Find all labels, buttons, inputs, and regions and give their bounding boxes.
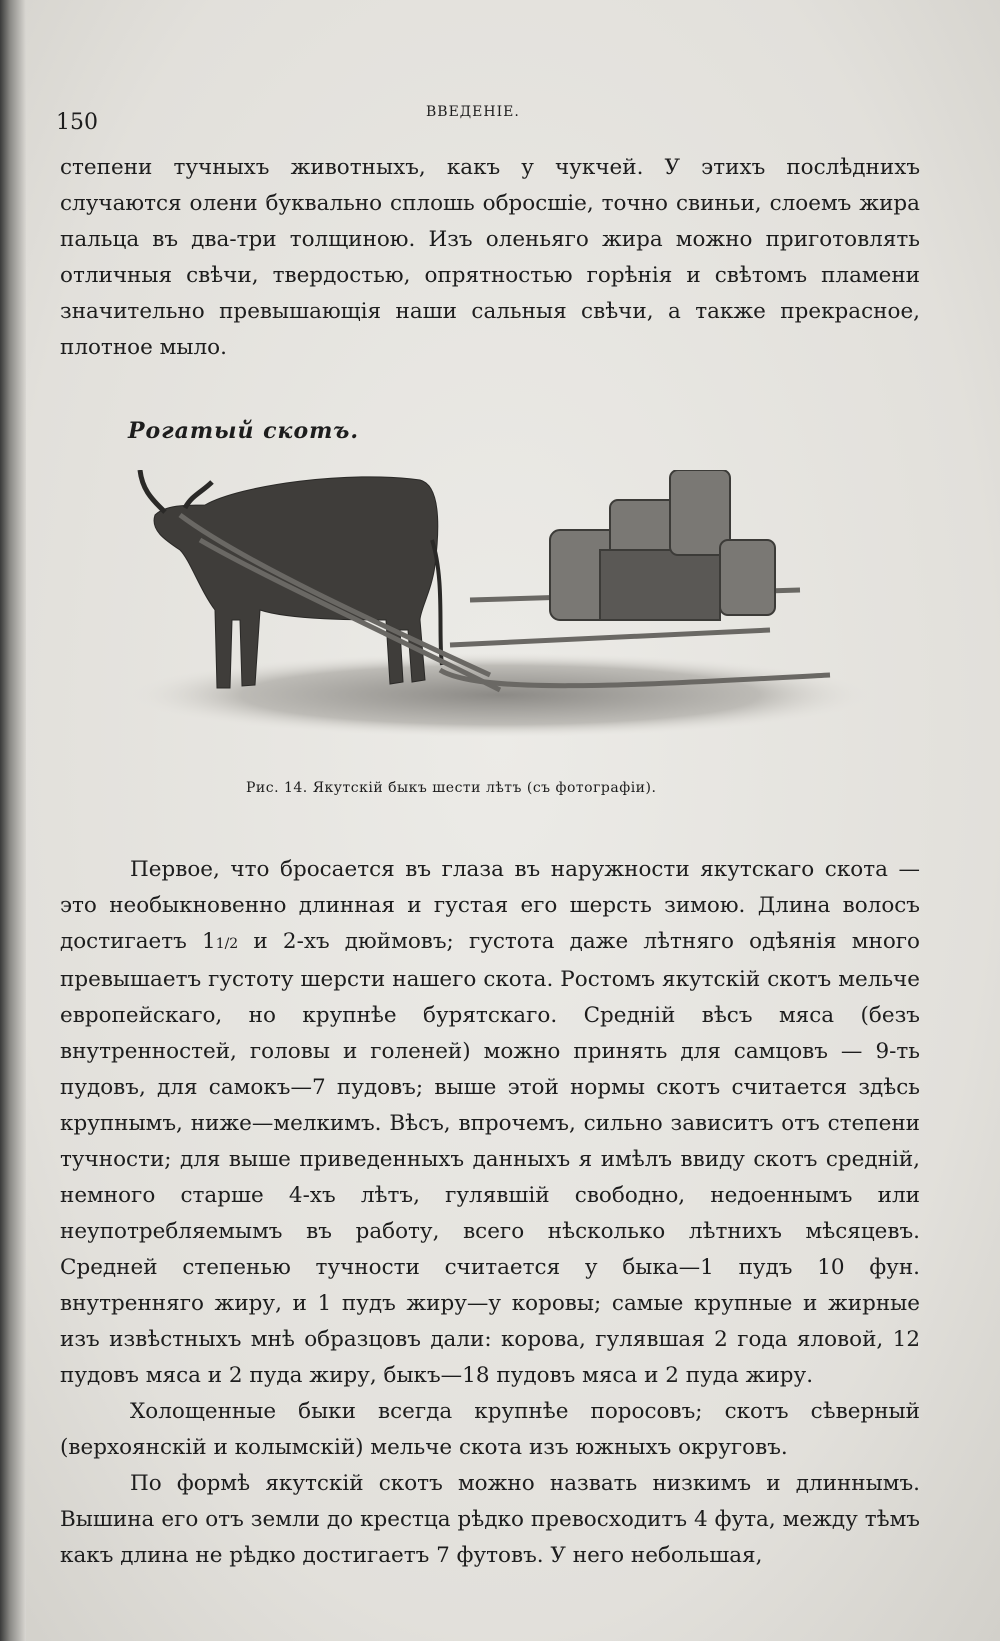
paragraph-3: По формѣ якутскій скотъ можно назвать низкимъ и длиннымъ. Вышина его отъ земли до крестца рѣдко превосходитъ 4 фута, между тѣмъ какъ длина не рѣдко достигаетъ 7 футовъ. У него небольшая,: [60, 1471, 920, 1568]
page-gutter-shadow: [0, 0, 26, 1641]
fraction-half: 1/2: [215, 936, 239, 952]
paragraph-2: Холощенные быки всегда крупнѣе поросовъ; скотъ сѣверный (верхоянскій и колымскій) мельче скота изъ южныхъ округовъ.: [60, 1399, 920, 1460]
running-head: ВВЕДЕНIЕ.: [426, 104, 520, 120]
ox-sled-illustration: [120, 470, 880, 750]
section-heading: Рогатый скотъ.: [128, 418, 360, 444]
paragraph-1-part-2: и 2-хъ дюймовъ; густота даже лѣтняго одѣянія много превышаетъ густоту шерсти нашего скота. Ростомъ якутскій скотъ мельче европейскаго, но крупнѣе бурятскаго. Средній вѣсъ мяса (безъ внутренностей, головы и голеней) можно принять для самцовъ — 9-ть пудовъ, для самокъ—7 пудовъ; выше этой нормы скотъ считается здѣсь крупнымъ, ниже—мелкимъ. Вѣсъ, впрочемъ, сильно зависитъ отъ степени тучности; для выше приведенныхъ данныхъ я имѣлъ ввиду скотъ средній, немного старше 4-хъ лѣтъ, гулявшій свободно, недоеннымъ или неупотребляемымъ въ работу, всего нѣсколько лѣтнихъ мѣсяцевъ. Средней степенью тучности считается у быка—1 пудъ 10 фун. внутренняго жиру, и 1 пудъ жиру—у коровы; самые крупные и жирные изъ извѣстныхъ мнѣ образцовъ дали: корова, гулявшая 2 года яловой, 12 пудовъ мяса и 2 пуда жиру, быкъ—18 пудовъ мяса и 2 пуда жиру.: [60, 929, 921, 1388]
figure-ox-sled: [120, 470, 880, 750]
figure-caption: Рис. 14. Якутскій быкъ шести лѣтъ (съ фотографіи).: [246, 780, 657, 796]
paragraph-1-part-1: Первое, что бросается въ глаза въ наружности якутскаго скота — это необыкновенно длинная и густая его шерсть зимою. Длина волосъ достигаетъ 1: [60, 857, 920, 954]
main-text-block: [60, 852, 920, 1574]
intro-paragraph: степени тучныхъ животныхъ, какъ у чукчей. У этихъ послѣднихъ случаются олени буквально сплошь обросшіе, точно свиньи, слоемъ жира пальца въ два-три толщиною. Изъ оленьяго жира можно приготовлять отличныя свѣчи, твердостью, опрятностью горѣнія и свѣтомъ пламени значительно превышающія наши сальныя свѣчи, а также прекрасное, плотное мыло.: [60, 155, 920, 360]
paragraph-1: [60, 852, 920, 1394]
page-number: 150: [56, 110, 98, 135]
page-header: [56, 100, 916, 140]
intro-text-block: [60, 150, 920, 366]
sled-baskets: [550, 470, 775, 620]
